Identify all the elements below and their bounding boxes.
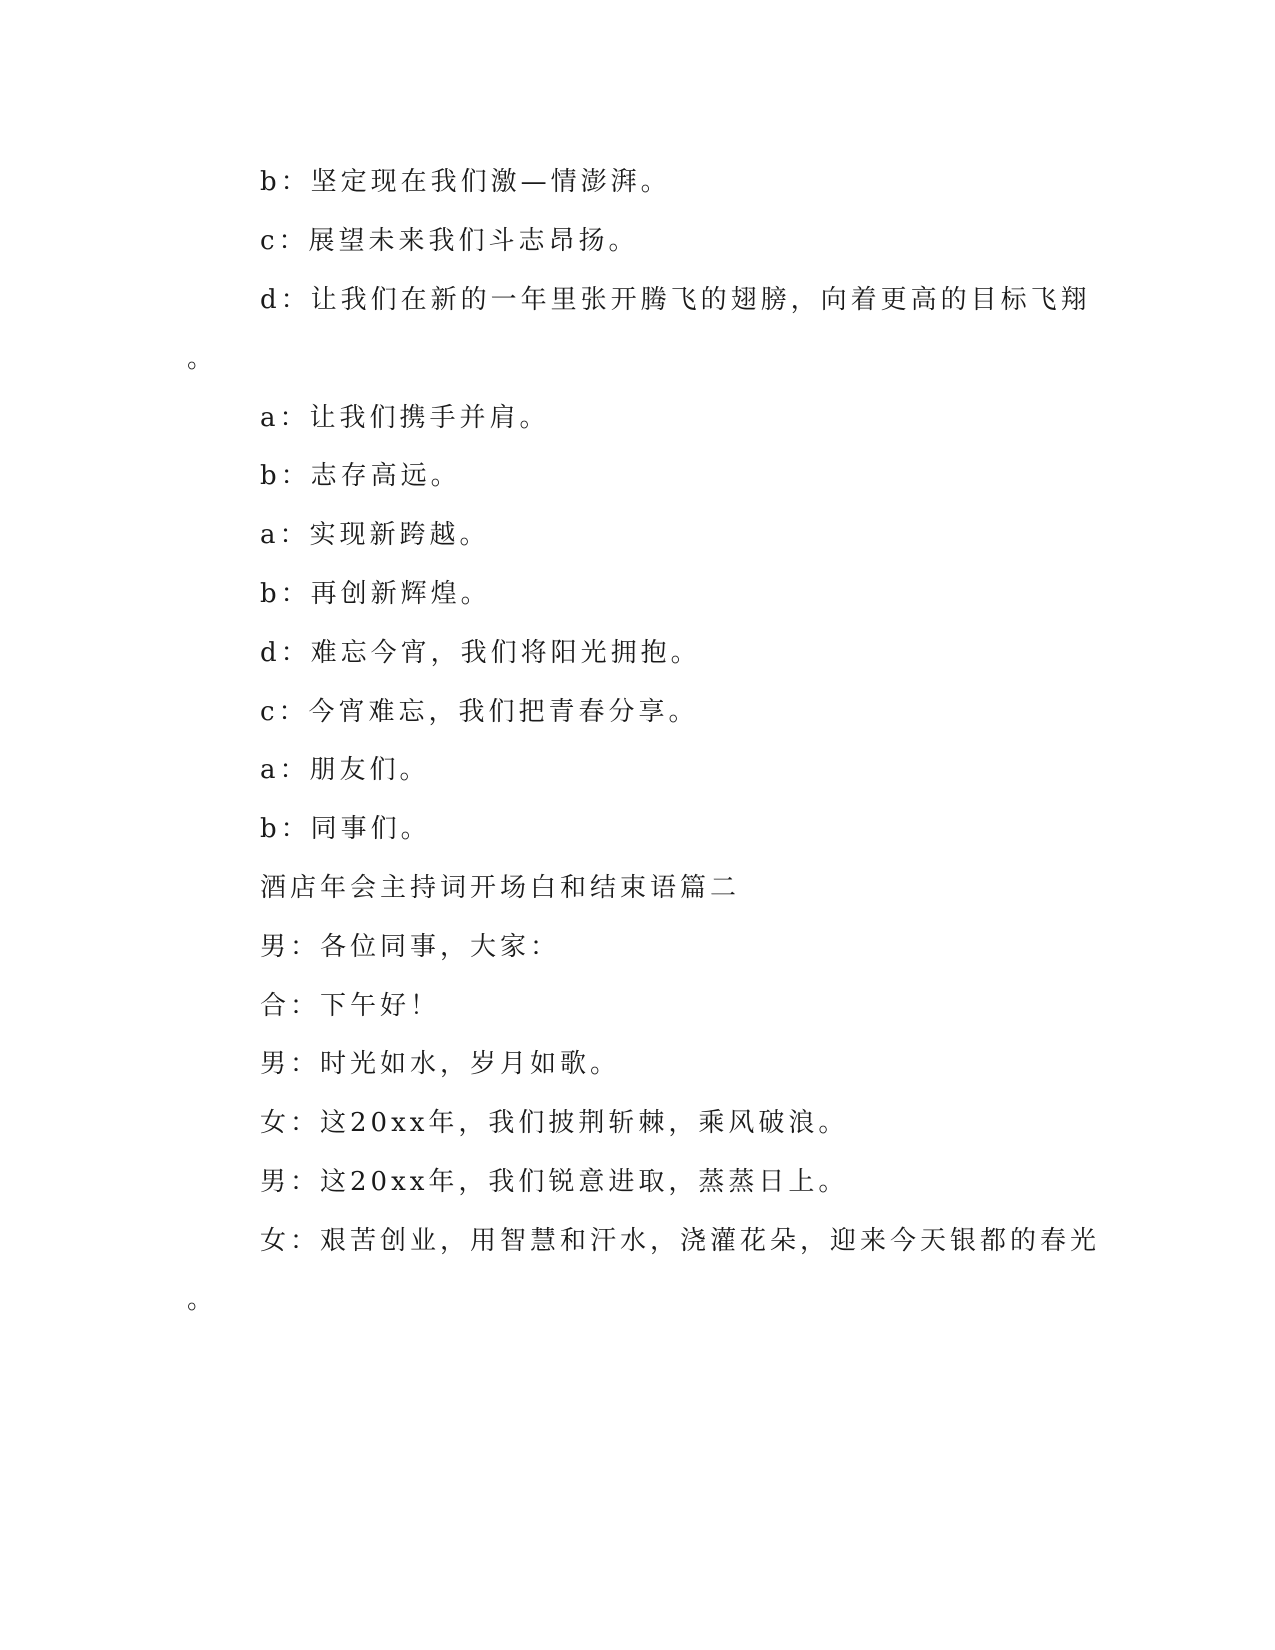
dialogue-line: a：朋友们。 xyxy=(260,755,430,785)
dialogue-line: b：志存高远。 xyxy=(260,461,461,491)
dialogue-line: a：实现新跨越。 xyxy=(260,520,490,550)
dialogue-line: 男：各位同事，大家： xyxy=(260,932,561,962)
dialogue-line-continuation: 。 xyxy=(187,344,218,374)
dialogue-line: 男：时光如水，岁月如歌。 xyxy=(260,1049,621,1079)
dialogue-line: 女：这20xx年，我们披荆斩棘，乘风破浪。 xyxy=(260,1108,849,1138)
dialogue-line: 合：下午好！ xyxy=(260,991,441,1021)
dialogue-line: b：坚定现在我们激—情澎湃。 xyxy=(260,167,671,197)
dialogue-line: c：今宵难忘，我们把青春分享。 xyxy=(260,697,699,727)
dialogue-line: b：同事们。 xyxy=(260,814,431,844)
section-heading: 酒店年会主持词开场白和结束语篇二 xyxy=(260,873,741,903)
dialogue-line: 男：这20xx年，我们锐意进取，蒸蒸日上。 xyxy=(260,1167,849,1197)
dialogue-line: 女：艰苦创业，用智慧和汗水，浇灌花朵，迎来今天银都的春光 xyxy=(260,1226,1101,1256)
dialogue-line: d：难忘今宵，我们将阳光拥抱。 xyxy=(260,638,701,668)
dialogue-line: b：再创新辉煌。 xyxy=(260,579,491,609)
dialogue-line-continuation: 。 xyxy=(187,1285,218,1315)
dialogue-line: a：让我们携手并肩。 xyxy=(260,403,550,433)
dialogue-line: c：展望未来我们斗志昂扬。 xyxy=(260,226,639,256)
dialogue-line: d：让我们在新的一年里张开腾飞的翅膀，向着更高的目标飞翔 xyxy=(260,285,1091,315)
